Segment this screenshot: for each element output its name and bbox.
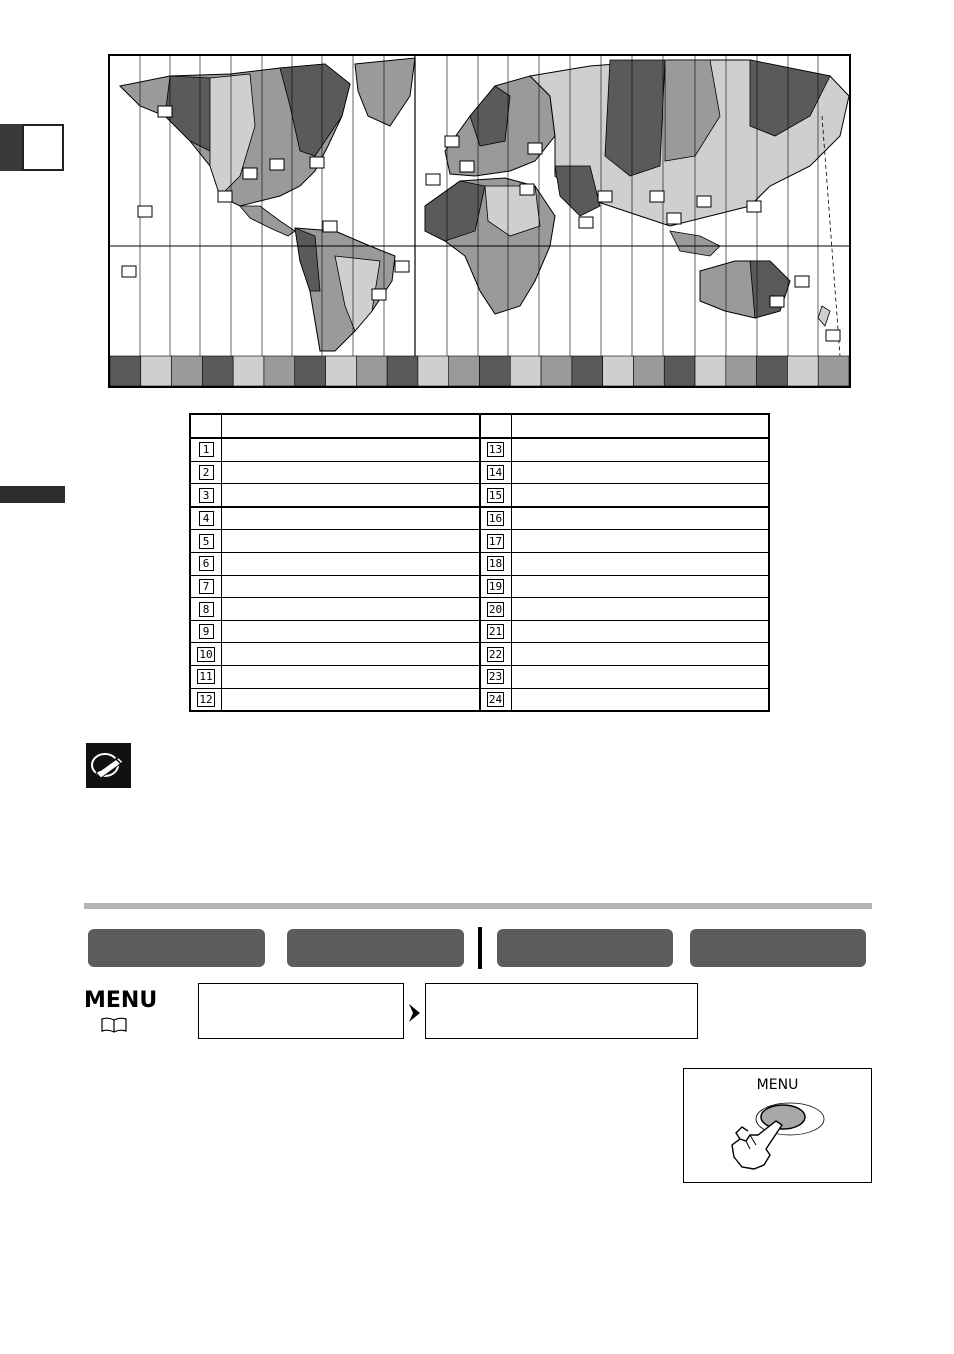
- city-marker: [520, 184, 534, 195]
- zone-number-cell-right: [480, 620, 512, 643]
- zone-strip-cell: [141, 356, 172, 386]
- menu-path-box-1: [198, 983, 404, 1039]
- zone-number: 10: [199, 647, 213, 661]
- city-marker: [697, 196, 711, 207]
- zone-strip-cell: [603, 356, 634, 386]
- zone-strip-cell: [233, 356, 264, 386]
- zone-number-cell-right: [480, 598, 512, 621]
- table-row: [190, 598, 769, 621]
- zone-city-cell-right: [511, 484, 769, 507]
- zone-city-cell-left: [222, 530, 480, 553]
- book-icon: [100, 1016, 128, 1039]
- zone-number-cell-left: [190, 688, 222, 711]
- zone-city-cell-left: [222, 575, 480, 598]
- mode-button-1[interactable]: [88, 929, 265, 967]
- zone-strip-cell: [110, 356, 141, 386]
- zone-number-cell-right: [480, 552, 512, 575]
- zone-strip-cell: [757, 356, 788, 386]
- zone-number: 9: [199, 624, 214, 639]
- zone-number-cell-left: [190, 620, 222, 643]
- zone-number: 23: [488, 670, 503, 684]
- zone-city-cell-right: [511, 575, 769, 598]
- zone-city-cell-left: [222, 665, 480, 688]
- zone-number-cell-left: [190, 530, 222, 553]
- zone-number: 7: [199, 579, 214, 594]
- table-row: [190, 688, 769, 711]
- zone-city-cell-left: [222, 598, 480, 621]
- zone-strip-cell: [264, 356, 295, 386]
- city-marker: [579, 217, 593, 228]
- zone-number: 18: [488, 557, 503, 571]
- zone-strip-cell: [818, 356, 849, 386]
- zone-number-cell-left: [190, 461, 222, 484]
- zone-number: 11: [199, 670, 213, 684]
- zone-city-cell-left: [222, 643, 480, 666]
- zone-number-cell-right: [480, 575, 512, 598]
- zone-strip-cell: [387, 356, 418, 386]
- zone-strip-cell: [510, 356, 541, 386]
- zone-number: 3: [199, 488, 214, 503]
- city-marker: [158, 106, 172, 117]
- city-marker: [747, 201, 761, 212]
- zone-city-cell-right: [511, 620, 769, 643]
- table-row: [190, 530, 769, 553]
- zone-city-cell-left: [222, 620, 480, 643]
- zone-number: 24: [488, 692, 503, 706]
- zone-strip-cell: [480, 356, 511, 386]
- zone-strip-cell: [449, 356, 480, 386]
- city-marker: [138, 206, 152, 217]
- zone-number-cell-right: [480, 507, 512, 530]
- zone-strip-cell: [633, 356, 664, 386]
- city-marker: [323, 221, 337, 232]
- table-row: [190, 620, 769, 643]
- zone-city-cell-right: [511, 688, 769, 711]
- city-marker: [395, 261, 409, 272]
- zone-number-cell-left: [190, 665, 222, 688]
- zone-strip-cell: [695, 356, 726, 386]
- table-row: [190, 438, 769, 461]
- zone-number-cell-left: [190, 643, 222, 666]
- zone-strip-cell: [726, 356, 757, 386]
- zone-number: 4: [199, 511, 214, 526]
- table-row: [190, 507, 769, 530]
- header-cell-right: [511, 414, 769, 438]
- zone-city-cell-left: [222, 552, 480, 575]
- zone-city-cell-left: [222, 688, 480, 711]
- mode-button-3[interactable]: [497, 929, 673, 967]
- city-marker: [460, 161, 474, 172]
- zone-number-cell-left: [190, 507, 222, 530]
- chapter-tab-marker: [0, 124, 22, 171]
- zone-number-cell-right: [480, 438, 512, 461]
- city-marker: [650, 191, 664, 202]
- table-header-row: [190, 414, 769, 438]
- section-divider: [84, 903, 872, 909]
- city-marker: [667, 213, 681, 224]
- zone-number: 12: [199, 692, 213, 706]
- city-marker: [270, 159, 284, 170]
- zone-city-cell-left: [222, 461, 480, 484]
- zone-strip-cell: [572, 356, 603, 386]
- zone-number: 1: [199, 442, 214, 457]
- zone-city-cell-right: [511, 552, 769, 575]
- menu-button-illustration: [683, 1068, 872, 1183]
- city-marker: [445, 136, 459, 147]
- header-cell-num-left: [190, 414, 222, 438]
- zone-number: 16: [488, 512, 503, 526]
- zone-city-cell-right: [511, 438, 769, 461]
- zone-city-cell-right: [511, 530, 769, 553]
- zone-strip-cell: [202, 356, 233, 386]
- table-row: [190, 484, 769, 507]
- time-zone-table: [189, 413, 770, 712]
- map-svg: [110, 56, 849, 386]
- mode-separator: [478, 927, 482, 969]
- zone-number: 20: [488, 602, 503, 616]
- zone-number-cell-left: [190, 484, 222, 507]
- zone-number: 5: [199, 534, 214, 549]
- zone-city-cell-right: [511, 643, 769, 666]
- city-marker: [598, 191, 612, 202]
- zone-number-cell-right: [480, 643, 512, 666]
- zone-city-cell-left: [222, 438, 480, 461]
- zone-number: 13: [488, 443, 503, 457]
- zone-strip-cell: [326, 356, 357, 386]
- zone-number: 21: [488, 625, 503, 639]
- zone-strip-cell: [664, 356, 695, 386]
- table-row: [190, 552, 769, 575]
- zone-strip-cell: [356, 356, 387, 386]
- city-marker: [218, 191, 232, 202]
- zone-city-cell-left: [222, 507, 480, 530]
- zone-number: 6: [199, 556, 214, 571]
- zone-number: 8: [199, 602, 214, 617]
- zone-number-cell-right: [480, 688, 512, 711]
- pencil-note-icon: [86, 743, 131, 788]
- menu-path-box-2: [425, 983, 698, 1039]
- zone-number: 14: [488, 466, 503, 480]
- zone-number-cell-right: [480, 665, 512, 688]
- zone-strip-cell: [787, 356, 818, 386]
- header-cell-num-right: [480, 414, 512, 438]
- zone-number-cell-left: [190, 598, 222, 621]
- zone-number: 17: [488, 534, 503, 548]
- zone-number-cell-right: [480, 461, 512, 484]
- zone-city-cell-left: [222, 484, 480, 507]
- zone-number-cell-left: [190, 575, 222, 598]
- zone-number-cell-right: [480, 530, 512, 553]
- zone-number-cell-left: [190, 438, 222, 461]
- zone-strip-cell: [418, 356, 449, 386]
- zone-city-cell-right: [511, 598, 769, 621]
- zone-city-cell-right: [511, 665, 769, 688]
- zone-number-cell-right: [480, 484, 512, 507]
- hand-pressing-icon: [684, 1069, 871, 1182]
- zone-number: 2: [199, 465, 214, 480]
- city-marker: [770, 296, 784, 307]
- section-side-bar: [0, 486, 65, 503]
- arrow-right-icon: [407, 1002, 423, 1029]
- zone-number: 15: [488, 488, 503, 502]
- city-marker: [795, 276, 809, 287]
- city-marker: [243, 168, 257, 179]
- header-cell-left: [222, 414, 480, 438]
- table-row: [190, 643, 769, 666]
- table-row: [190, 461, 769, 484]
- chapter-tab-box: [22, 124, 64, 171]
- zone-strip-cell: [541, 356, 572, 386]
- zone-number: 22: [488, 647, 503, 661]
- city-marker: [310, 157, 324, 168]
- city-marker: [122, 266, 136, 277]
- zone-city-cell-right: [511, 461, 769, 484]
- city-marker: [826, 330, 840, 341]
- zone-number: 19: [488, 580, 503, 594]
- zone-strip-cell: [172, 356, 203, 386]
- world-time-zone-map: [108, 54, 851, 388]
- table-row: [190, 575, 769, 598]
- table-row: [190, 665, 769, 688]
- zone-strip-cell: [295, 356, 326, 386]
- greenland-shape: [355, 58, 415, 126]
- mode-button-4[interactable]: [690, 929, 866, 967]
- city-marker: [528, 143, 542, 154]
- zone-number-cell-left: [190, 552, 222, 575]
- zone-city-cell-right: [511, 507, 769, 530]
- city-marker: [426, 174, 440, 185]
- menu-logo: MENU: [84, 988, 158, 1013]
- city-marker: [372, 289, 386, 300]
- mode-button-2[interactable]: [287, 929, 464, 967]
- menu-illustration-label: MENU: [756, 1077, 799, 1093]
